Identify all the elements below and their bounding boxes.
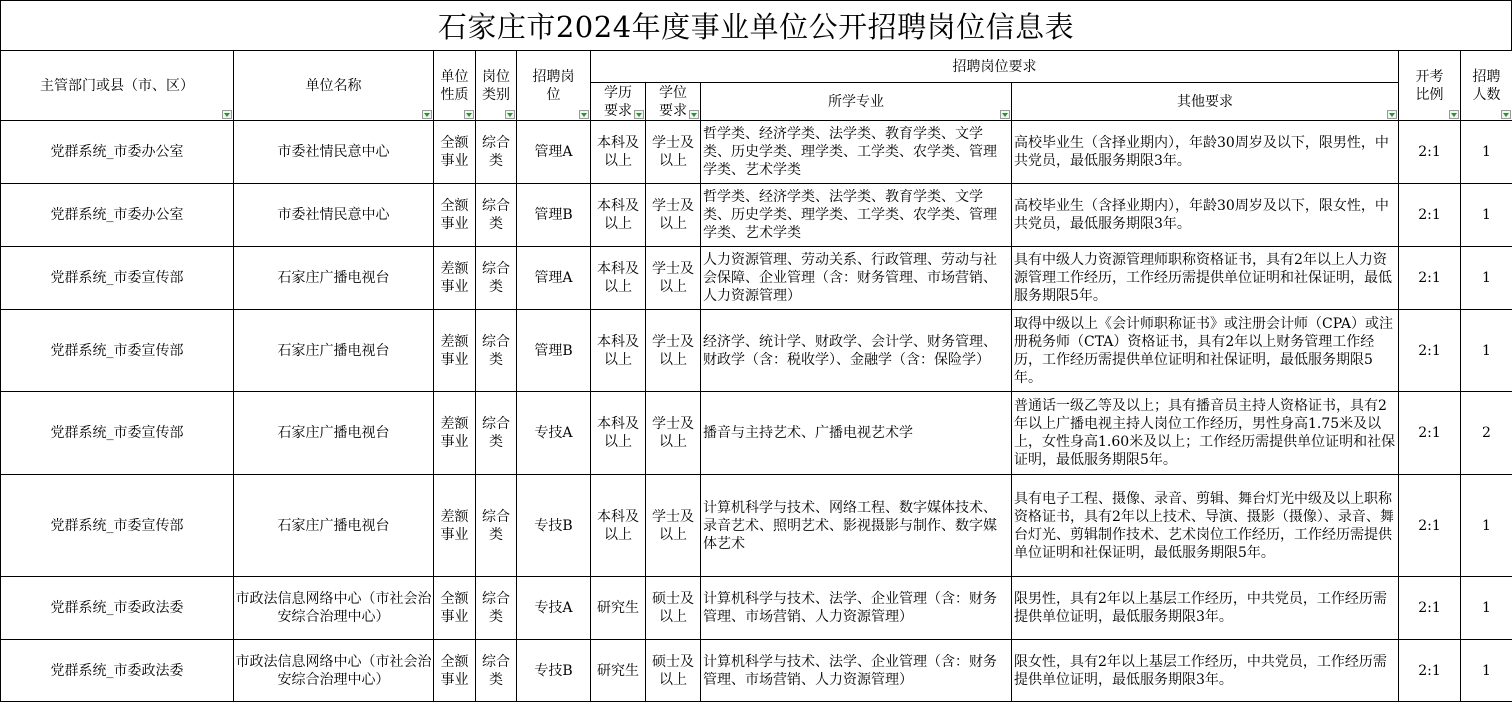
cell-dept[interactable]: 党群系统_市委政法委 (1, 577, 234, 640)
table-row[interactable] (1, 392, 1512, 475)
cell-unit[interactable]: 市政法信息网络中心（市社会治安综合治理中心） (234, 640, 434, 702)
filter-dropdown-icon[interactable] (505, 110, 515, 119)
cell-category[interactable]: 综合类 (476, 577, 517, 640)
cell-major[interactable]: 计算机科学与技术、法学、企业管理（含：财务管理、市场营销、人力资源管理） (701, 577, 1012, 640)
cell-other[interactable]: 具有电子工程、摄像、录音、剪辑、舞台灯光中级及以上职称资格证书，具有2年以上技术、导演、摄影（摄像）、录音、舞台灯光、剪辑制作技术、艺术岗位工作经历，工作经历需提供单位证明和社保证明，最低服务期限5年。 (1012, 475, 1399, 577)
cell-nature[interactable]: 差额事业 (434, 392, 476, 475)
cell-dept[interactable]: 党群系统_市委宣传部 (1, 392, 234, 475)
cell-education[interactable]: 本科及以上 (591, 247, 646, 310)
cell-count[interactable]: 1 (1461, 310, 1512, 392)
cell-count[interactable]: 2 (1461, 392, 1512, 475)
filter-dropdown-icon[interactable] (422, 110, 432, 119)
cell-unit[interactable]: 市政法信息网络中心（市社会治安综合治理中心） (234, 577, 434, 640)
table-row[interactable] (1, 640, 1512, 702)
cell-category[interactable]: 综合类 (476, 184, 517, 247)
cell-degree[interactable]: 硕士及以上 (646, 577, 701, 640)
header-ratio: 开考比例 (1399, 51, 1461, 121)
cell-degree[interactable]: 学士及以上 (646, 184, 701, 247)
table-row[interactable] (1, 475, 1512, 577)
cell-other[interactable]: 取得中级以上《会计师职称证书》或注册会计师（CPA）或注册税务师（CTA）资格证书，具有2年以上财务管理工作经历，工作经历需提供单位证明和社保证明，最低服务期限5年。 (1012, 310, 1399, 392)
cell-major[interactable]: 计算机科学与技术、网络工程、数字媒体技术、录音艺术、照明艺术、影视摄影与制作、数字媒体艺术 (701, 475, 1012, 577)
cell-other[interactable]: 限男性，具有2年以上基层工作经历，中共党员，工作经历需提供单位证明，最低服务期限3年。 (1012, 577, 1399, 640)
filter-dropdown-icon[interactable] (1000, 110, 1010, 119)
cell-dept[interactable]: 党群系统_市委宣传部 (1, 310, 234, 392)
cell-post[interactable]: 管理A (517, 121, 591, 184)
filter-dropdown-icon[interactable] (689, 110, 699, 119)
cell-other[interactable]: 普通话一级乙等及以上；具有播音员主持人资格证书，具有2年以上广播电视主持人岗位工作经历，男性身高1.75米及以上，女性身高1.60米及以上；工作经历需提供单位证明和社保证明，最低服务期限5年。 (1012, 392, 1399, 475)
cell-count[interactable]: 1 (1461, 184, 1512, 247)
header-nature: 单位性质 (434, 51, 476, 121)
header-category: 岗位类别 (476, 51, 517, 121)
cell-post[interactable]: 专技B (517, 640, 591, 702)
cell-education[interactable]: 本科及以上 (591, 392, 646, 475)
cell-post[interactable]: 管理B (517, 184, 591, 247)
cell-ratio[interactable]: 2:1 (1399, 640, 1461, 702)
table-row[interactable] (1, 121, 1512, 184)
cell-other[interactable]: 高校毕业生（含择业期内），年龄30周岁及以下，限男性，中共党员，最低服务期限3年。 (1012, 121, 1399, 184)
header-major: 所学专业 (701, 83, 1012, 121)
cell-category[interactable]: 综合类 (476, 247, 517, 310)
table-row[interactable] (1, 310, 1512, 392)
cell-post[interactable]: 管理B (517, 310, 591, 392)
cell-nature[interactable]: 差额事业 (434, 475, 476, 577)
cell-dept[interactable]: 党群系统_市委宣传部 (1, 247, 234, 310)
cell-major[interactable]: 哲学类、经济学类、法学类、教育学类、文学类、历史学类、理学类、工学类、农学类、管理学类、艺术学类 (701, 184, 1012, 247)
cell-major[interactable]: 经济学、统计学、财政学、会计学、财务管理、财政学（含：税收学）、金融学（含：保险学） (701, 310, 1012, 392)
cell-dept[interactable]: 党群系统_市委政法委 (1, 640, 234, 702)
table-row[interactable] (1, 184, 1512, 247)
cell-degree[interactable]: 学士及以上 (646, 310, 701, 392)
header-degree: 学位要求 (646, 83, 701, 121)
cell-category[interactable]: 综合类 (476, 310, 517, 392)
cell-nature[interactable]: 全额事业 (434, 640, 476, 702)
cell-post[interactable]: 专技A (517, 392, 591, 475)
filter-dropdown-icon[interactable] (464, 110, 474, 119)
table-row[interactable] (1, 577, 1512, 640)
cell-education[interactable]: 本科及以上 (591, 475, 646, 577)
cell-degree[interactable]: 硕士及以上 (646, 640, 701, 702)
header-unit: 单位名称 (234, 51, 434, 121)
cell-major[interactable]: 哲学类、经济学类、法学类、教育学类、文学类、历史学类、理学类、工学类、农学类、管理学类、艺术学类 (701, 121, 1012, 184)
cell-other[interactable]: 限女性，具有2年以上基层工作经历，中共党员，工作经历需提供单位证明，最低服务期限3年。 (1012, 640, 1399, 702)
cell-ratio[interactable]: 2:1 (1399, 184, 1461, 247)
cell-unit[interactable]: 石家庄广播电视台 (234, 392, 434, 475)
cell-count[interactable]: 1 (1461, 247, 1512, 310)
cell-count[interactable]: 1 (1461, 475, 1512, 577)
cell-ratio[interactable]: 2:1 (1399, 577, 1461, 640)
cell-education[interactable]: 本科及以上 (591, 184, 646, 247)
cell-unit[interactable]: 石家庄广播电视台 (234, 247, 434, 310)
cell-ratio[interactable]: 2:1 (1399, 310, 1461, 392)
cell-post[interactable]: 专技A (517, 577, 591, 640)
cell-other[interactable]: 具有中级人力资源管理师职称资格证书，具有2年以上人力资源管理工作经历，工作经历需提供单位证明和社保证明，最低服务期限5年。 (1012, 247, 1399, 310)
filter-dropdown-icon[interactable] (1501, 110, 1511, 119)
header-count: 招聘人数 (1461, 51, 1512, 121)
filter-dropdown-icon[interactable] (222, 110, 232, 119)
filter-dropdown-icon[interactable] (1449, 110, 1459, 119)
cell-major[interactable]: 人力资源管理、劳动关系、行政管理、劳动与社会保障、企业管理（含：财务管理、市场营销、人力资源管理） (701, 247, 1012, 310)
cell-education[interactable]: 本科及以上 (591, 310, 646, 392)
cell-degree[interactable]: 学士及以上 (646, 247, 701, 310)
cell-education[interactable]: 本科及以上 (591, 121, 646, 184)
cell-dept[interactable]: 党群系统_市委办公室 (1, 184, 234, 247)
cell-education[interactable]: 研究生 (591, 577, 646, 640)
cell-nature[interactable]: 差额事业 (434, 310, 476, 392)
recruitment-table (0, 50, 1512, 702)
cell-count[interactable]: 1 (1461, 577, 1512, 640)
cell-unit[interactable]: 石家庄广播电视台 (234, 310, 434, 392)
cell-other[interactable]: 高校毕业生（含择业期内），年龄30周岁及以下，限女性，中共党员，最低服务期限3年。 (1012, 184, 1399, 247)
filter-dropdown-icon[interactable] (579, 110, 589, 119)
cell-dept[interactable]: 党群系统_市委宣传部 (1, 475, 234, 577)
header-education: 学历要求 (591, 83, 646, 121)
cell-major[interactable]: 计算机科学与技术、法学、企业管理（含：财务管理、市场营销、人力资源管理） (701, 640, 1012, 702)
cell-unit[interactable]: 市委社情民意中心 (234, 121, 434, 184)
cell-unit[interactable]: 市委社情民意中心 (234, 184, 434, 247)
cell-category[interactable]: 综合类 (476, 121, 517, 184)
cell-category[interactable]: 综合类 (476, 392, 517, 475)
cell-count[interactable]: 1 (1461, 121, 1512, 184)
cell-degree[interactable]: 学士及以上 (646, 475, 701, 577)
cell-nature[interactable]: 全额事业 (434, 577, 476, 640)
cell-category[interactable]: 综合类 (476, 475, 517, 577)
header-dept: 主管部门或县（市、区） (1, 51, 234, 121)
cell-dept[interactable]: 党群系统_市委办公室 (1, 121, 234, 184)
cell-ratio[interactable]: 2:1 (1399, 247, 1461, 310)
cell-unit[interactable]: 石家庄广播电视台 (234, 475, 434, 577)
cell-degree[interactable]: 学士及以上 (646, 121, 701, 184)
header-requirements-group: 招聘岗位要求 (591, 51, 1399, 83)
cell-nature[interactable]: 全额事业 (434, 121, 476, 184)
filter-dropdown-icon[interactable] (634, 110, 644, 119)
cell-category[interactable]: 综合类 (476, 640, 517, 702)
cell-nature[interactable]: 差额事业 (434, 247, 476, 310)
cell-major[interactable]: 播音与主持艺术、广播电视艺术学 (701, 392, 1012, 475)
cell-ratio[interactable]: 2:1 (1399, 392, 1461, 475)
cell-count[interactable]: 1 (1461, 640, 1512, 702)
cell-nature[interactable]: 全额事业 (434, 184, 476, 247)
cell-post[interactable]: 管理A (517, 247, 591, 310)
cell-ratio[interactable]: 2:1 (1399, 121, 1461, 184)
cell-post[interactable]: 专技B (517, 475, 591, 577)
cell-education[interactable]: 研究生 (591, 640, 646, 702)
header-other: 其他要求 (1012, 83, 1399, 121)
table-row[interactable] (1, 247, 1512, 310)
header-post: 招聘岗位 (517, 51, 591, 121)
cell-degree[interactable]: 学士及以上 (646, 392, 701, 475)
cell-ratio[interactable]: 2:1 (1399, 475, 1461, 577)
sheet-title: 石家庄市2024年度事业单位公开招聘岗位信息表 (0, 0, 1512, 50)
filter-dropdown-icon[interactable] (1387, 110, 1397, 119)
